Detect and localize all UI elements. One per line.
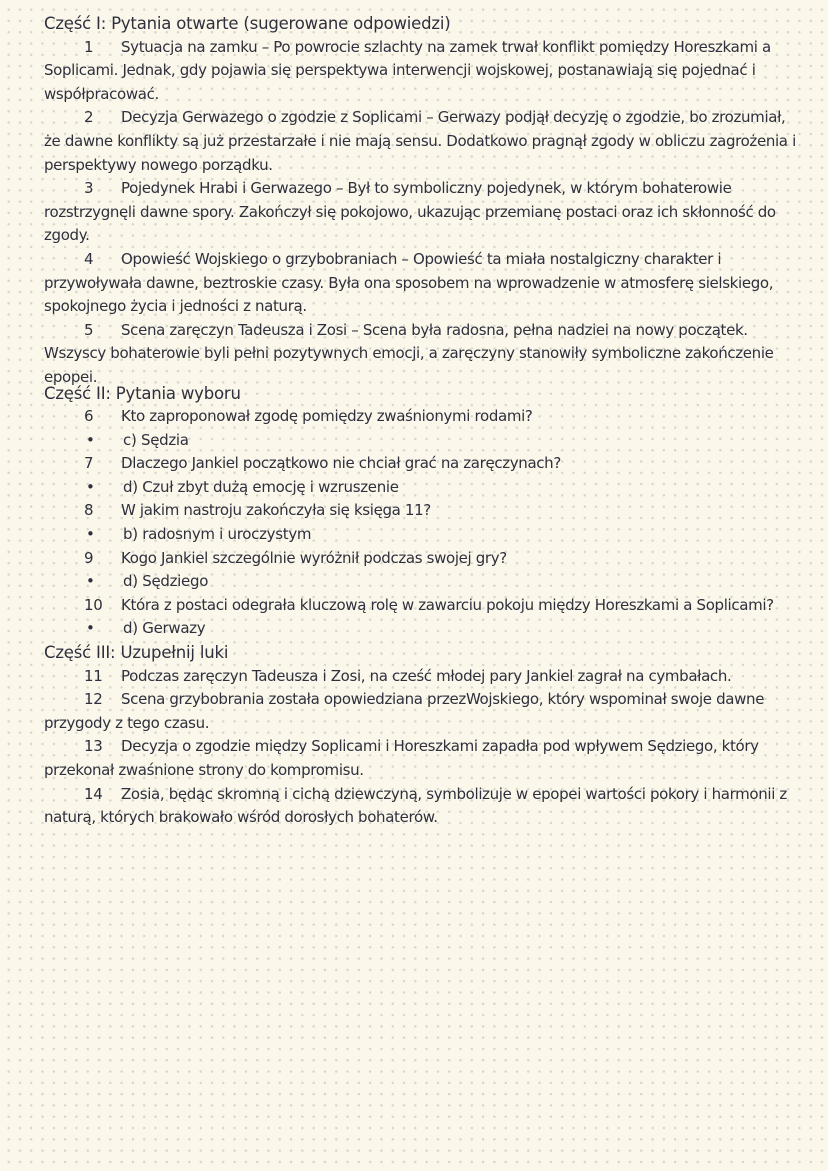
item-number: 10 [84, 595, 103, 614]
choice-answer-8 [44, 523, 808, 547]
question-text: Dlaczego Jankiel początkowo nie chciał grać na zaręczynach? [121, 454, 561, 473]
answer-text: d) Czuł zbyt dużą emocję i wzruszenie [123, 477, 399, 496]
gap-answer-14 [44, 783, 804, 830]
item-number: 13 [84, 737, 103, 756]
item-number: 4 [84, 249, 94, 268]
question-text: W jakim nastroju zakończyła się księga 11? [121, 501, 431, 520]
item-number: 1 [84, 37, 94, 56]
answer-text: Scena zaręczyn Tadeusza i Zosi – Scena była radosna, pełna nadziei na nowy początek. Wszyscy bohaterowie byli pełni pozytywnych emocji, a zaręczyny stanowiły symboliczne zakończenie epopei. [44, 320, 774, 386]
gap-answer-13 [44, 735, 804, 782]
part-2-heading: Część II: Pytania wyboru [44, 383, 241, 403]
gap-answer-11 [44, 665, 804, 689]
item-number: 2 [84, 108, 94, 127]
question-text: Kto zaproponował zgodę pomiędzy zwaśnionymi rodami? [121, 407, 533, 426]
open-answer-2 [44, 106, 804, 177]
answer-text: Podczas zaręczyn Tadeusza i Zosi, na cześć młodej pary Jankiel zagrał na cymbałach. [121, 666, 732, 685]
gap-answer-12 [44, 688, 804, 735]
item-number: 6 [84, 407, 94, 426]
choice-question-6 [44, 405, 804, 429]
answer-text: Opowieść Wojskiego o grzybobraniach – Opowieść ta miała nostalgiczny charakter i przywoływała dawne, beztroskie czasy. Była ona sposobem na wprowadzenie w atmosferę sielskiego, spokojnego życia i jedności z naturą. [44, 249, 774, 316]
open-answer-4 [44, 248, 804, 319]
part-1-heading: Część I: Pytania otwarte (sugerowane odpowiedzi) [44, 14, 451, 33]
choice-answer-6 [44, 429, 808, 453]
answer-text: d) Gerwazy [123, 619, 206, 638]
answer-text: Sytuacja na zamku – Po powrocie szlachty na zamek trwał konflikt pomiędzy Horeszkami a Soplicami. Jednak, gdy pojawia się perspektywa interwencji wojskowej, postanawiają się pojednać i współpracować. [44, 37, 771, 103]
bullet-icon: • [86, 430, 95, 449]
bullet-icon: • [86, 619, 95, 638]
answer-text: Zosia, będąc skromną i cichą dziewczyną, symbolizuje w epopei wartości pokory i harmonii z naturą, których brakowało wśród dorosłych bohaterów. [44, 784, 787, 827]
part-1-open-questions [44, 12, 808, 390]
answer-text: Pojedynek Hrabi i Gerwazego – Był to symboliczny pojedynek, w którym bohaterowie rozstrzygnęli dawne spory. Zakończył się pokojowo, ukazując przemianę postaci oraz ich skłonność do zgody. [44, 179, 776, 245]
bullet-icon: • [86, 525, 95, 544]
open-answer-5 [44, 319, 804, 390]
item-number: 5 [84, 320, 94, 339]
item-number: 3 [84, 179, 94, 198]
answer-text: Decyzja Gerwazego o zgodzie z Soplicami – Gerwazy podjął decyzję o zgodzie, bo zrozumiał, że dawne konflikty są już przestarzałe i nie mają sensu. Dodatkowo pragnął zgody w obliczu zagrożenia i perspektywy nowego porządku. [44, 108, 796, 174]
choice-question-10 [44, 594, 804, 618]
answer-text: Scena grzybobrania została opowiedziana przezWojskiego, który wspominał swoje dawne przygody z tego czasu. [44, 690, 765, 732]
question-text: Kogo Jankiel szczególnie wyróżnił podczas swojej gry? [121, 548, 507, 567]
bullet-icon: • [86, 477, 95, 496]
item-number: 11 [84, 666, 103, 685]
bullet-icon: • [86, 572, 95, 591]
part-3-fill-gaps [44, 641, 808, 830]
item-number: 14 [84, 784, 103, 803]
item-number: 8 [84, 501, 94, 520]
choice-question-8 [44, 499, 804, 523]
answer-text: c) Sędzia [123, 430, 189, 449]
item-number: 12 [84, 690, 103, 709]
part-3-heading: Część III: Uzupełnij luki [44, 643, 229, 663]
choice-question-7 [44, 452, 804, 476]
choice-answer-9 [44, 570, 808, 594]
open-answer-3 [44, 177, 804, 248]
part-2-multiple-choice [44, 382, 808, 642]
choice-question-9 [44, 547, 804, 571]
answer-text: b) radosnym i uroczystym [123, 525, 312, 544]
choice-answer-7 [44, 476, 808, 500]
item-number: 9 [84, 548, 94, 567]
choice-answer-10 [44, 617, 808, 641]
answer-text: Decyzja o zgodzie między Soplicami i Horeszkami zapadła pod wpływem Sędziego, który przekonał zwaśnione strony do kompromisu. [44, 737, 759, 779]
open-answer-1 [44, 36, 804, 107]
question-text: Która z postaci odegrała kluczową rolę w zawarciu pokoju między Horeszkami a Soplicami? [121, 595, 774, 614]
item-number: 7 [84, 454, 94, 473]
answer-text: d) Sędziego [123, 572, 209, 591]
